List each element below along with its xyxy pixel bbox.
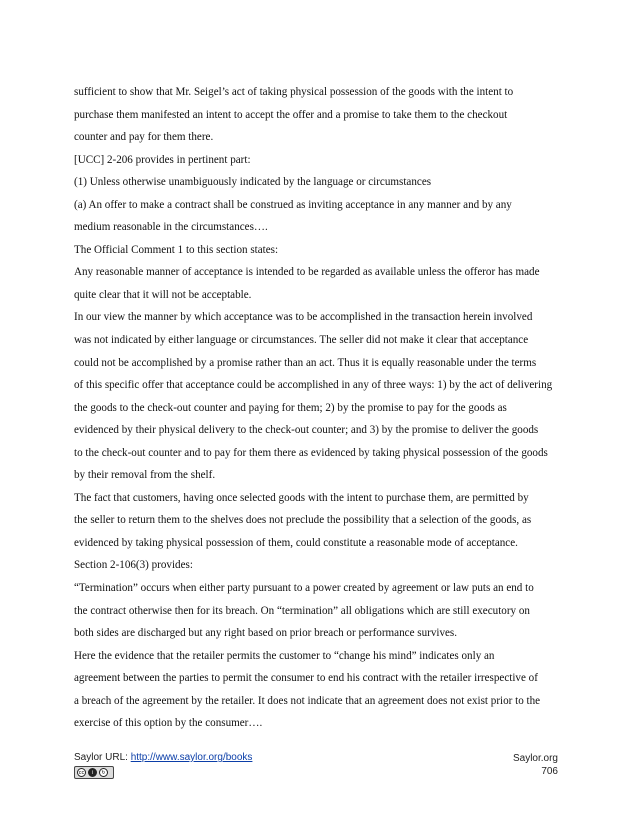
- by-attribution-icon: i: [88, 768, 97, 777]
- text-line: the goods to the check-out counter and paying for them; 2) by the promise to pay for the goods as: [74, 401, 507, 414]
- text-line: evidenced by taking physical possession of them, could constitute a reasonable mode of acceptance.: [74, 536, 518, 549]
- body-text: [74, 81, 560, 735]
- cc-icon: cc: [78, 770, 85, 776]
- text-line: sufficient to show that Mr. Seigel’s act of taking physical possession of the goods with the intent to: [74, 86, 514, 98]
- footer-right: [513, 752, 558, 778]
- footer-url-prefix: Saylor URL:: [74, 752, 131, 763]
- text-line: In our view the manner by which acceptance was to be accomplished in the transaction herein involved: [74, 311, 533, 324]
- text-line: to the check-out counter and to pay for them there as evidenced by taking physical possession of the goods: [74, 446, 548, 459]
- text-line: purchase them manifested an intent to accept the offer and a promise to take them to the checkout: [74, 108, 508, 121]
- text-line: agreement between the parties to permit the consumer to end his contract with the retailer irrespective of: [74, 672, 538, 685]
- text-line: (a) An offer to make a contract shall be construed as inviting acceptance in any manner and by any: [74, 198, 512, 211]
- text-line: of this specific offer that acceptance could be accomplished in any of three ways: 1) by the act of delivering: [74, 379, 553, 392]
- text-line: the contract otherwise then for its breach. On “termination” all obligations which are still executory on: [74, 604, 530, 617]
- text-line: (1) Unless otherwise unambiguously indicated by the language or circumstances: [74, 176, 432, 189]
- text-line: counter and pay for them there.: [74, 131, 214, 144]
- text-line: the seller to return them to the shelves does not preclude the possibility that a selection of the goods, as: [74, 514, 532, 527]
- saylor-books-link[interactable]: http://www.saylor.org/books: [130, 752, 253, 763]
- page-number: 706: [541, 766, 558, 777]
- text-line: The Official Comment 1 to this section states:: [74, 243, 279, 256]
- text-line: Here the evidence that the retailer permits the customer to “change his mind” indicates only an: [74, 649, 495, 662]
- text-line: was not indicated by either language or circumstances. The seller did not make it clear that acceptance: [74, 334, 529, 347]
- text-line: exercise of this option by the consumer….: [74, 717, 263, 730]
- text-line: quite clear that it will not be acceptable.: [74, 288, 252, 301]
- text-line: both sides are discharged but any right based on prior breach or performance survives.: [74, 627, 458, 640]
- footer-site: Saylor.org: [512, 753, 558, 764]
- text-line: Section 2-106(3) provides:: [74, 559, 193, 572]
- text-line: a breach of the agreement by the retailer. It does not indicate that an agreement does not exist prior to the: [74, 694, 541, 707]
- text-line: evidenced by their physical delivery to the check-out counter; and 3) by the promise to deliver the goods: [74, 424, 539, 437]
- share-alike-icon: ↻: [99, 768, 108, 777]
- text-line: [UCC] 2-206 provides in pertinent part:: [74, 153, 251, 166]
- text-line: medium reasonable in the circumstances….: [74, 221, 268, 234]
- text-line: could not be accomplished by a promise rather than an act. Thus it is equally reasonable under the terms: [74, 356, 537, 369]
- text-line: The fact that customers, having once selected goods with the intent to purchase them, are permitted by: [74, 491, 529, 504]
- footer-url: [74, 752, 252, 763]
- text-line: Any reasonable manner of acceptance is intended to be regarded as available unless the offeror has made: [74, 266, 540, 279]
- text-line: by their removal from the shelf.: [74, 469, 216, 482]
- text-line: “Termination” occurs when either party pursuant to a power created by agreement or law puts an end to: [74, 582, 534, 595]
- creative-commons-license-icon[interactable]: [74, 766, 114, 779]
